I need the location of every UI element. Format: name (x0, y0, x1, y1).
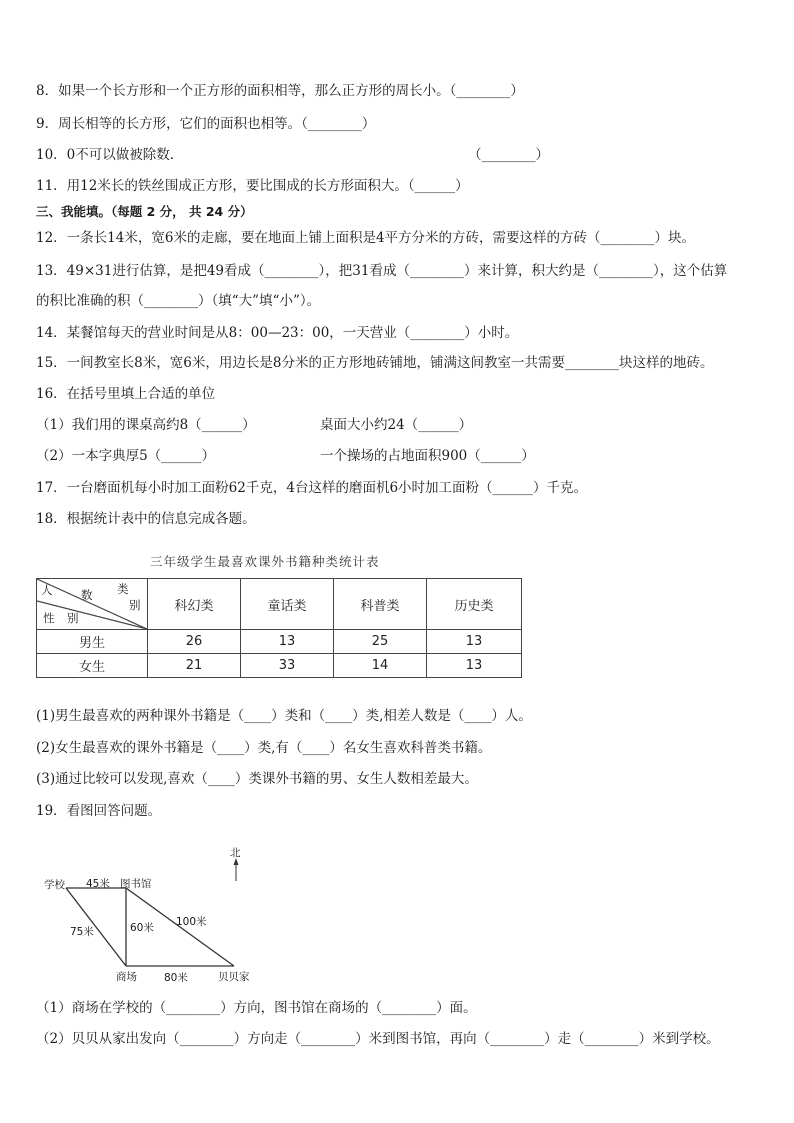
question-17: 17．一台磨面机每小时加工面粉62千克，4台这样的磨面机6小时加工面粉（______）千克。 (36, 480, 588, 496)
question-19-2: （2）贝贝从家出发向（________）方向走（________）米到图书馆，再向（________）走（________）米到学校。 (36, 1031, 720, 1047)
corner-label-xing: 性 (43, 611, 55, 625)
school-label: 学校 (44, 879, 65, 891)
question-13-line1: 13．49×31进行估算，是把49看成（________），把31看成（________）来计算，积大约是（________），这个估算 (36, 263, 728, 279)
distance-mall-home: 80米 (164, 972, 188, 984)
row-label: 男生 (37, 630, 148, 654)
corner-label-lei: 类 (117, 582, 129, 596)
corner-label-shu: 数 (81, 588, 93, 602)
table-cell: 26 (148, 630, 241, 654)
location-diagram (44, 845, 284, 985)
question-12: 12．一条长14米，宽6米的走廊，要在地面上铺上面积是4平方分米的方砖，需要这样的方砖（________）块。 (36, 230, 696, 246)
table-cell: 13 (241, 630, 334, 654)
question-18-3: (3)通过比较可以发现,喜欢（____）类课外书籍的男、女生人数相差最大。 (36, 771, 478, 787)
question-16: 16．在括号里填上合适的单位 (36, 386, 216, 402)
table-row-girls (37, 654, 522, 678)
distance-library-home: 100米 (176, 916, 207, 928)
question-16-1a: （1）我们用的课桌高约8（______） (36, 417, 256, 433)
corner-label-ren: 人 (41, 583, 53, 597)
table-cell: 33 (241, 654, 334, 678)
header-history: 历史类 (427, 579, 522, 630)
mall-label: 商场 (116, 971, 137, 983)
table-title: 三年级学生最喜欢课外书籍种类统计表 (150, 554, 380, 569)
question-19: 19．看图回答问题。 (36, 803, 162, 819)
question-16-2b: 一个操场的占地面积900（______） (320, 448, 535, 464)
table-cell: 14 (334, 654, 427, 678)
diagram-lines (44, 845, 284, 985)
question-11: 11．用12米长的铁丝围成正方形，要比围成的长方形面积大。（______） (36, 178, 469, 194)
corner-label-bie1: 别 (129, 598, 141, 612)
question-10 (36, 146, 549, 164)
table-cell: 21 (148, 654, 241, 678)
header-scifi: 科幻类 (148, 579, 241, 630)
question-13-line2: 的积比准确的积（________）（填“大”填“小”）。 (36, 293, 321, 309)
question-14: 14．某餐馆每天的营业时间是从8：00—23：00，一天营业（________）小时。 (36, 325, 519, 341)
section-3-heading: 三、我能填。（每题 2 分， 共 24 分） (36, 204, 253, 219)
question-9: 9．周长相等的长方形，它们的面积也相等。（________） (36, 116, 376, 132)
question-10-text: 10．0不可以做被除数． (36, 147, 184, 163)
distance-school-mall: 75米 (70, 926, 94, 938)
question-18-2: (2)女生最喜欢的课外书籍是（____）类,有（____）名女生喜欢科普类书籍。 (36, 740, 492, 756)
question-19-1: （1）商场在学校的（________）方向，图书馆在商场的（________）面。 (36, 1000, 477, 1016)
table-row-boys (37, 630, 522, 654)
question-10-blank: （________） (468, 147, 549, 163)
header-fairytale: 童话类 (241, 579, 334, 630)
table-corner-cell (37, 579, 148, 630)
table-cell: 25 (334, 630, 427, 654)
distance-school-library: 45米 (86, 878, 110, 890)
table-cell: 13 (427, 630, 522, 654)
question-18: 18．根据统计表中的信息完成各题。 (36, 511, 256, 527)
distance-library-mall: 60米 (130, 922, 154, 934)
north-label: 北 (230, 847, 241, 859)
question-16-2a: （2）一本字典厚5（______） (36, 448, 216, 464)
library-label: 图书馆 (120, 878, 152, 890)
question-18-1: (1)男生最喜欢的两种课外书籍是（____）类和（____）类,相差人数是（____）人。 (36, 708, 532, 724)
corner-label-bie2: 别 (67, 611, 79, 625)
question-15: 15．一间教室长8米，宽6米，用边长是8分米的正方形地砖铺地，铺满这间教室一共需要________块这样的地砖。 (36, 355, 714, 371)
stats-table (36, 578, 522, 678)
question-16-1b: 桌面大小约24（______） (320, 417, 473, 433)
row-label: 女生 (37, 654, 148, 678)
home-label: 贝贝家 (218, 971, 250, 983)
table-cell: 13 (427, 654, 522, 678)
header-science: 科普类 (334, 579, 427, 630)
question-8: 8．如果一个长方形和一个正方形的面积相等，那么正方形的周长小。（________） (36, 83, 524, 99)
